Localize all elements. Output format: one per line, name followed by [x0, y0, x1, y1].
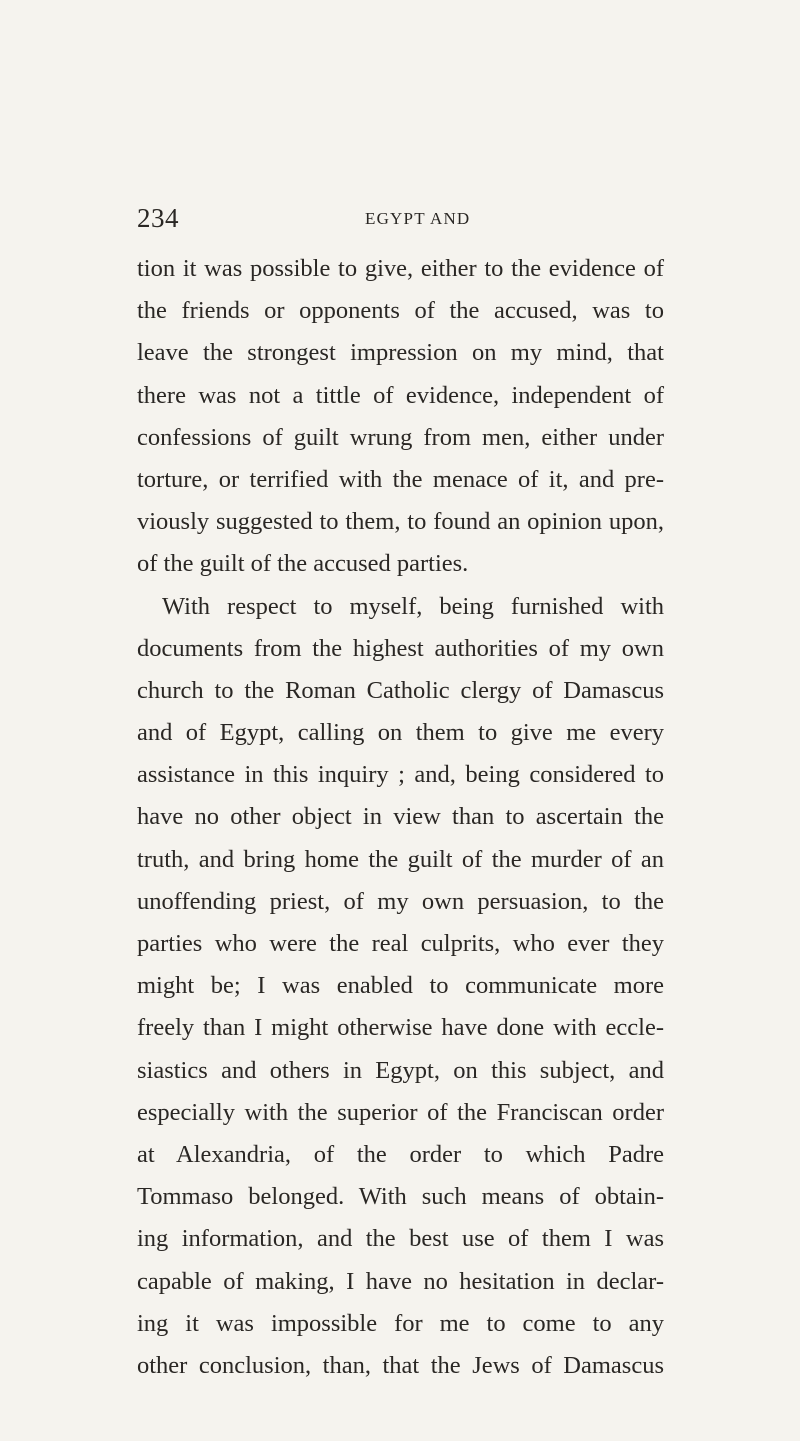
- text-line: assistance in this inquiry ; and, being considered to: [137, 761, 664, 789]
- text-line: With respect to myself, being furnished with: [162, 592, 664, 620]
- text-line: confessions of guilt wrung from men, either under: [137, 423, 664, 451]
- text-line: unoffending priest, of my own persuasion, to the: [137, 887, 664, 915]
- text-line: Tommaso belonged. With such means of obtain-: [137, 1183, 664, 1211]
- text-line: especially with the superior of the Franciscan order: [137, 1098, 664, 1126]
- text-line: have no other object in view than to ascertain the: [137, 803, 664, 831]
- text-line: leave the strongest impression on my mind, that: [137, 339, 664, 367]
- body-text: [137, 248, 664, 1387]
- text-line: ing information, and the best use of them I was: [137, 1225, 664, 1253]
- page-number: 234: [137, 203, 179, 233]
- text-line: siastics and others in Egypt, on this subject, and: [137, 1056, 664, 1084]
- text-line: the friends or opponents of the accused, was to: [137, 297, 664, 325]
- running-head: EGYPT AND: [365, 209, 471, 228]
- text-line: and of Egypt, calling on them to give me every: [137, 719, 664, 747]
- text-line: other conclusion, than, that the Jews of Damascus: [137, 1351, 664, 1379]
- text-line: capable of making, I have no hesitation in declar-: [137, 1267, 664, 1295]
- text-line: ing it was impossible for me to come to any: [137, 1309, 664, 1337]
- text-line: viously suggested to them, to found an opinion upon,: [137, 508, 664, 536]
- text-line: at Alexandria, of the order to which Padre: [137, 1140, 664, 1168]
- text-line: parties who were the real culprits, who ever they: [137, 930, 664, 957]
- text-line: torture, or terrified with the menace of it, and pre-: [137, 465, 664, 493]
- text-line: freely than I might otherwise have done with eccle-: [137, 1014, 664, 1042]
- text-line: truth, and bring home the guilt of the murder of an: [137, 845, 664, 873]
- text-line: church to the Roman Catholic clergy of Damascus: [137, 676, 664, 704]
- page-header: [137, 203, 664, 233]
- text-line: might be; I was enabled to communicate more: [137, 972, 664, 1000]
- text-line: there was not a tittle of evidence, independent of: [137, 381, 664, 409]
- text-line: tion it was possible to give, either to the evidence of: [137, 255, 664, 282]
- text-line: of the guilt of the accused parties.: [137, 550, 469, 578]
- text-line: documents from the highest authorities of my own: [137, 634, 664, 662]
